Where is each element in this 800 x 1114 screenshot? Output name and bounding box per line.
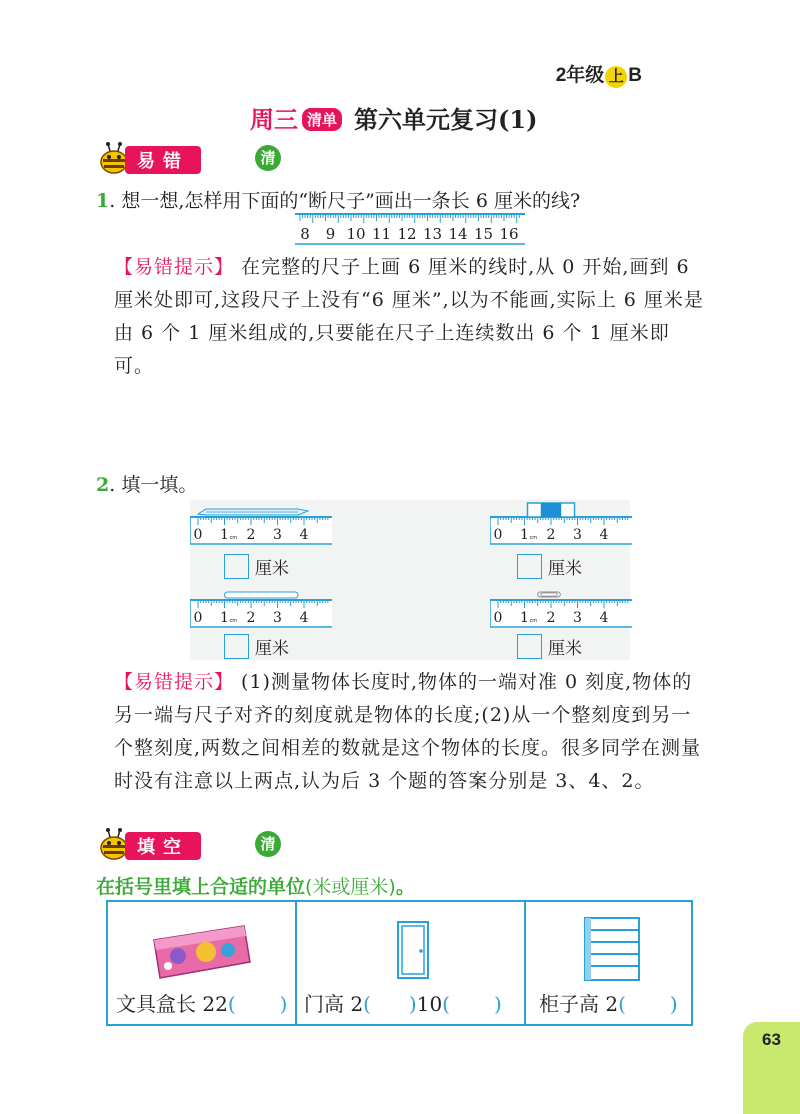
fill-item-cabinet <box>539 988 678 1017</box>
ruler-label: 0 <box>193 527 203 543</box>
answer-box[interactable] <box>517 634 542 659</box>
ruler-label: 0 <box>493 610 503 626</box>
title-text: 第六单元复习(1) <box>354 105 538 134</box>
title-day: 周三 <box>250 105 298 134</box>
section-label: 填空 <box>125 832 201 860</box>
ruler-unit-label: cm <box>529 535 538 541</box>
item-text: 门高 2 <box>304 992 364 1016</box>
ruler-label: 2 <box>246 610 256 626</box>
ruler-label: 13 <box>422 225 443 243</box>
answer-a <box>224 554 289 579</box>
section-label: 易错 <box>125 146 201 174</box>
ruler-with-stick <box>190 590 332 630</box>
answer-box[interactable] <box>224 554 249 579</box>
item-text: 文具盒长 22 <box>116 992 228 1016</box>
answer-d <box>517 634 582 659</box>
ruler-with-block <box>490 497 632 547</box>
ruler-label: 11 <box>371 225 392 243</box>
fill-item-door <box>304 988 502 1017</box>
grade-edition: B <box>628 65 642 86</box>
question-text: . 填一填。 <box>109 474 198 496</box>
ruler-label: 14 <box>448 225 468 243</box>
mistake-tip-1 <box>114 251 709 383</box>
ruler-label: 4 <box>599 527 609 543</box>
ruler-label: 15 <box>473 225 494 243</box>
block-object-fill <box>541 503 562 517</box>
item-text: 10 <box>416 992 443 1016</box>
ruler-label: 2 <box>546 527 556 543</box>
question-1 <box>96 186 580 213</box>
ruler-label: 0 <box>493 527 503 543</box>
fill-table <box>106 900 693 1026</box>
instruction-end: 。 <box>395 876 415 898</box>
ruler-label: 4 <box>299 610 309 626</box>
tip-tag: 【易错提示】 <box>114 671 235 693</box>
title-badge: 清单 <box>302 108 342 131</box>
page-number: 63 <box>743 1022 800 1114</box>
ruler-label: 10 <box>346 225 366 243</box>
ruler-unit-label: cm <box>229 618 238 624</box>
qing-badge: 清 <box>255 145 281 171</box>
section-tag-mistakes <box>95 140 295 172</box>
unit-label: 厘米 <box>255 559 289 579</box>
paren-close: ) <box>408 992 417 1016</box>
answer-c <box>224 634 289 659</box>
ruler-unit-label: cm <box>529 618 538 624</box>
section-tag-fill <box>95 826 295 858</box>
ruler-label: 8 <box>300 225 310 243</box>
paren-open: ( <box>618 992 626 1016</box>
table-divider <box>524 902 526 1024</box>
fill-instruction <box>96 872 415 899</box>
ruler-label: 3 <box>573 610 582 626</box>
ruler-label: 3 <box>273 527 282 543</box>
ruler-with-pencil <box>190 505 332 547</box>
grade-up-badge: 上 <box>605 66 627 88</box>
ruler-label: 2 <box>546 610 556 626</box>
question-2 <box>96 470 197 497</box>
paren-open: ( <box>442 992 450 1016</box>
paren-open: ( <box>363 992 371 1016</box>
ruler-label: 1 <box>520 527 529 543</box>
fill-item-pencil-case <box>116 988 287 1017</box>
ruler-label: 12 <box>397 225 417 243</box>
unit-label: 厘米 <box>548 559 582 579</box>
question-number: 2 <box>96 474 110 496</box>
paren-close: ) <box>669 992 678 1016</box>
paren-close: ) <box>493 992 502 1016</box>
qing-badge: 清 <box>255 831 281 857</box>
ruler-label: 1 <box>520 610 529 626</box>
ruler-label: 3 <box>273 610 282 626</box>
ruler-label: 2 <box>246 527 256 543</box>
item-text: 柜子高 2 <box>539 992 619 1016</box>
ruler-label: 3 <box>573 527 582 543</box>
instruction-hint: (米或厘米) <box>305 876 396 898</box>
ruler-label: 4 <box>299 527 309 543</box>
unit-label: 厘米 <box>255 639 289 659</box>
tip-tag: 【易错提示】 <box>114 256 235 278</box>
paren-close: ) <box>279 992 288 1016</box>
instruction-text: 在括号里填上合适的单位 <box>96 876 306 898</box>
unit-label: 厘米 <box>548 639 582 659</box>
ruler-unit-label: cm <box>229 535 238 541</box>
grade-label <box>556 60 642 88</box>
table-divider <box>295 902 297 1024</box>
ruler-label: 16 <box>499 225 519 243</box>
ruler-label: 1 <box>220 610 229 626</box>
answer-box[interactable] <box>517 554 542 579</box>
door-image <box>396 920 430 980</box>
answer-box[interactable] <box>224 634 249 659</box>
tip-text: 在完整的尺子上画 6 厘米的线时,从 0 开始,画到 6 厘米处即可,这段尺子上没有“6 厘米”,以为不能画,实际上 6 厘米是由 6 个 1 厘米组成的,只要能在尺子上连续数出 6 个 1 厘米即可。 <box>114 256 704 377</box>
question-number: 1 <box>96 190 110 212</box>
paren-open: ( <box>227 992 236 1016</box>
answer-b <box>517 554 582 579</box>
page-title <box>250 100 537 135</box>
ruler-label: 1 <box>220 527 229 543</box>
stick-object <box>225 592 299 598</box>
grade-text: 2年级 <box>555 65 605 86</box>
question-text: . 想一想,怎样用下面的“断尺子”画出一条长 6 厘米的线? <box>109 190 581 212</box>
tip-text: (1)测量物体长度时,物体的一端对准 0 刻度,物体的另一端与尺子对齐的刻度就是物体的长度;(2)从一个整刻度到另一个整刻度,两数之间相差的数就是这个物体的长度。很多同学在测量时没有注意以上两点,认为后 3 个题的答案分别是 3、4、2。 <box>114 671 702 792</box>
pencil-case-image <box>148 922 254 982</box>
ruler-with-clip <box>490 590 632 630</box>
cabinet-image <box>581 916 643 982</box>
ruler-label: 0 <box>193 610 203 626</box>
broken-ruler <box>295 210 525 246</box>
ruler-label: 9 <box>325 225 336 243</box>
mistake-tip-2 <box>114 666 709 798</box>
ruler-label: 4 <box>599 610 609 626</box>
